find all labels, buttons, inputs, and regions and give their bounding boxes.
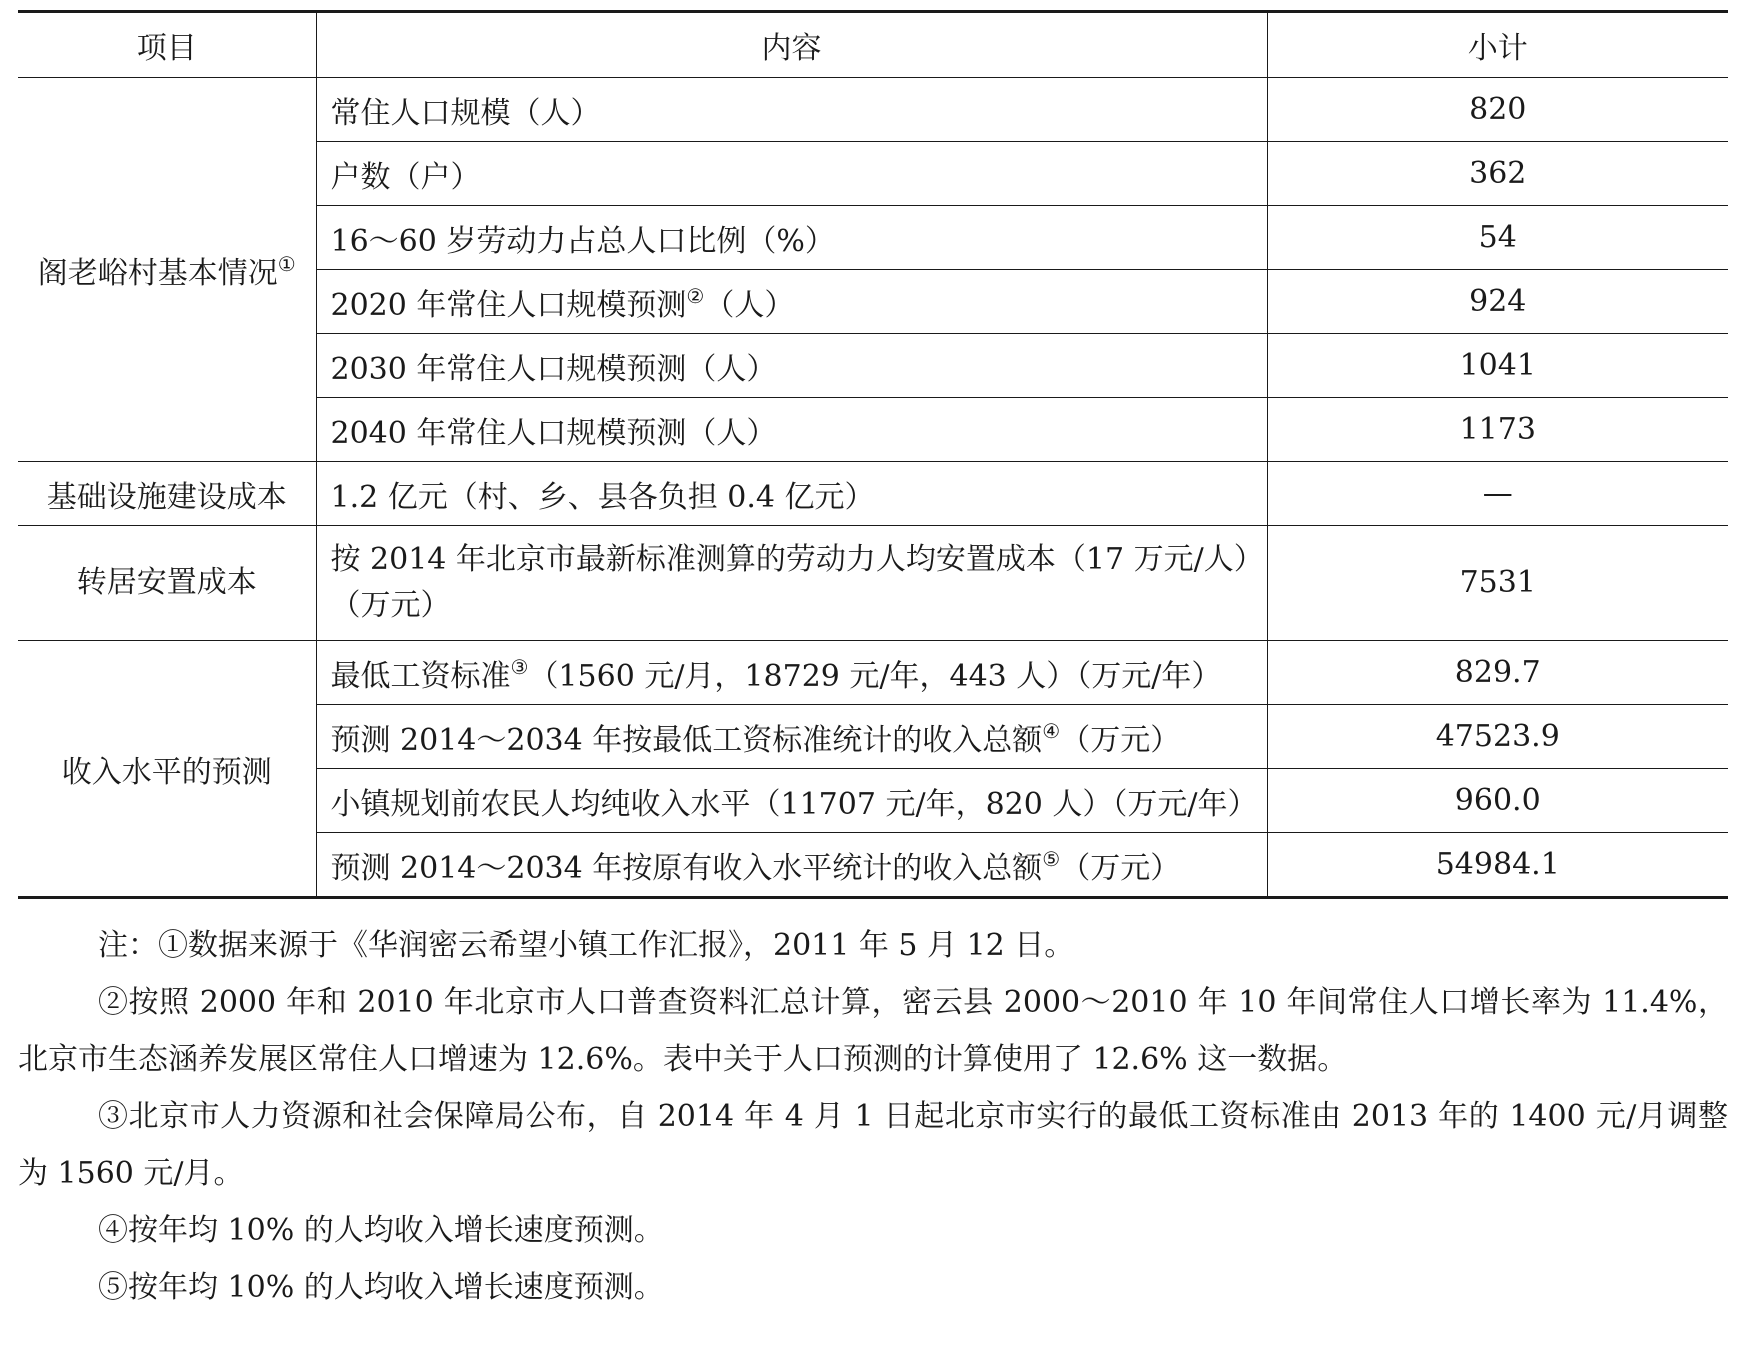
row-content-text: 2020 年常住人口规模预测	[330, 287, 687, 323]
table-notes	[18, 917, 1728, 1316]
row-content: 2030 年常住人口规模预测（人）	[316, 334, 1267, 398]
row-content: 2040 年常住人口规模预测（人）	[316, 398, 1267, 462]
row-value: 1041	[1267, 334, 1728, 398]
table-row	[18, 641, 1728, 705]
row-content: 16～60 岁劳动力占总人口比例（%）	[316, 206, 1267, 270]
note-4: ④按年均 10% 的人均收入增长速度预测。	[98, 1213, 664, 1248]
document	[18, 10, 1728, 1316]
row-content: 户数（户）	[316, 142, 1267, 206]
table-row	[18, 526, 1728, 641]
footnote-mark: ③	[510, 654, 529, 679]
row-value: 924	[1267, 270, 1728, 334]
row-content	[316, 833, 1267, 898]
row-content	[316, 641, 1267, 705]
note-3: ③北京市人力资源和社会保障局公布，自 2014 年 4 月 1 日起北京市实行的最低工资标准由 2013 年的 1400 元/月调整为 1560 元/月。	[18, 1099, 1728, 1191]
row-value: 829.7	[1267, 641, 1728, 705]
row-content-text: 预测 2014～2034 年按最低工资标准统计的收入总额	[330, 722, 1043, 758]
row-content-text: 最低工资标准	[330, 658, 511, 694]
row-value: 1173	[1267, 398, 1728, 462]
row-value: 47523.9	[1267, 705, 1728, 769]
footnote-mark: ②	[686, 283, 705, 308]
footnote-mark: ①	[277, 251, 296, 276]
row-content-unit: （万元）	[1060, 722, 1181, 758]
group-label	[18, 78, 316, 462]
group-label: 收入水平的预测	[18, 641, 316, 898]
group-label-text: 阁老峪村基本情况	[37, 255, 278, 291]
row-value: 362	[1267, 142, 1728, 206]
table-row	[18, 78, 1728, 142]
row-value: 960.0	[1267, 769, 1728, 833]
row-value: 820	[1267, 78, 1728, 142]
note-1: 注：①数据来源于《华润密云希望小镇工作汇报》，2011 年 5 月 12 日。	[98, 928, 1075, 963]
row-value: —	[1267, 462, 1728, 526]
note-5: ⑤按年均 10% 的人均收入增长速度预测。	[98, 1270, 664, 1305]
table-row	[18, 462, 1728, 526]
row-content-unit: （1560 元/月，18729 元/年，443 人）（万元/年）	[528, 658, 1222, 694]
row-content: 1.2 亿元（村、乡、县各负担 0.4 亿元）	[316, 462, 1267, 526]
row-content: 小镇规划前农民人均纯收入水平（11707 元/年，820 人）（万元/年）	[316, 769, 1267, 833]
header-subtotal: 小计	[1267, 12, 1728, 78]
header-content: 内容	[316, 12, 1267, 78]
footnote-mark: ④	[1042, 718, 1061, 743]
row-content-unit: （人）	[704, 287, 795, 323]
note-2: ②按照 2000 年和 2010 年北京市人口普查资料汇总计算，密云县 2000～2010 年 10 年间常住人口增长率为 11.4%，北京市生态涵养发展区常住人口增速为 12.6%。表中关于人口预测的计算使用了 12.6% 这一数据。	[18, 985, 1728, 1077]
row-content: 按 2014 年北京市最新标准测算的劳动力人均安置成本（17 万元/人）（万元）	[316, 526, 1267, 641]
row-content-text: 预测 2014～2034 年按原有收入水平统计的收入总额	[330, 850, 1043, 886]
row-content	[316, 270, 1267, 334]
group-label: 转居安置成本	[18, 526, 316, 641]
row-content: 常住人口规模（人）	[316, 78, 1267, 142]
group-label: 基础设施建设成本	[18, 462, 316, 526]
row-value: 54984.1	[1267, 833, 1728, 898]
row-content-unit: （万元）	[1060, 850, 1181, 886]
data-table	[18, 10, 1728, 899]
footnote-mark: ⑤	[1042, 846, 1061, 871]
header-item: 项目	[18, 12, 316, 78]
row-value: 54	[1267, 206, 1728, 270]
table-header-row	[18, 12, 1728, 78]
row-content	[316, 705, 1267, 769]
row-value: 7531	[1267, 526, 1728, 641]
